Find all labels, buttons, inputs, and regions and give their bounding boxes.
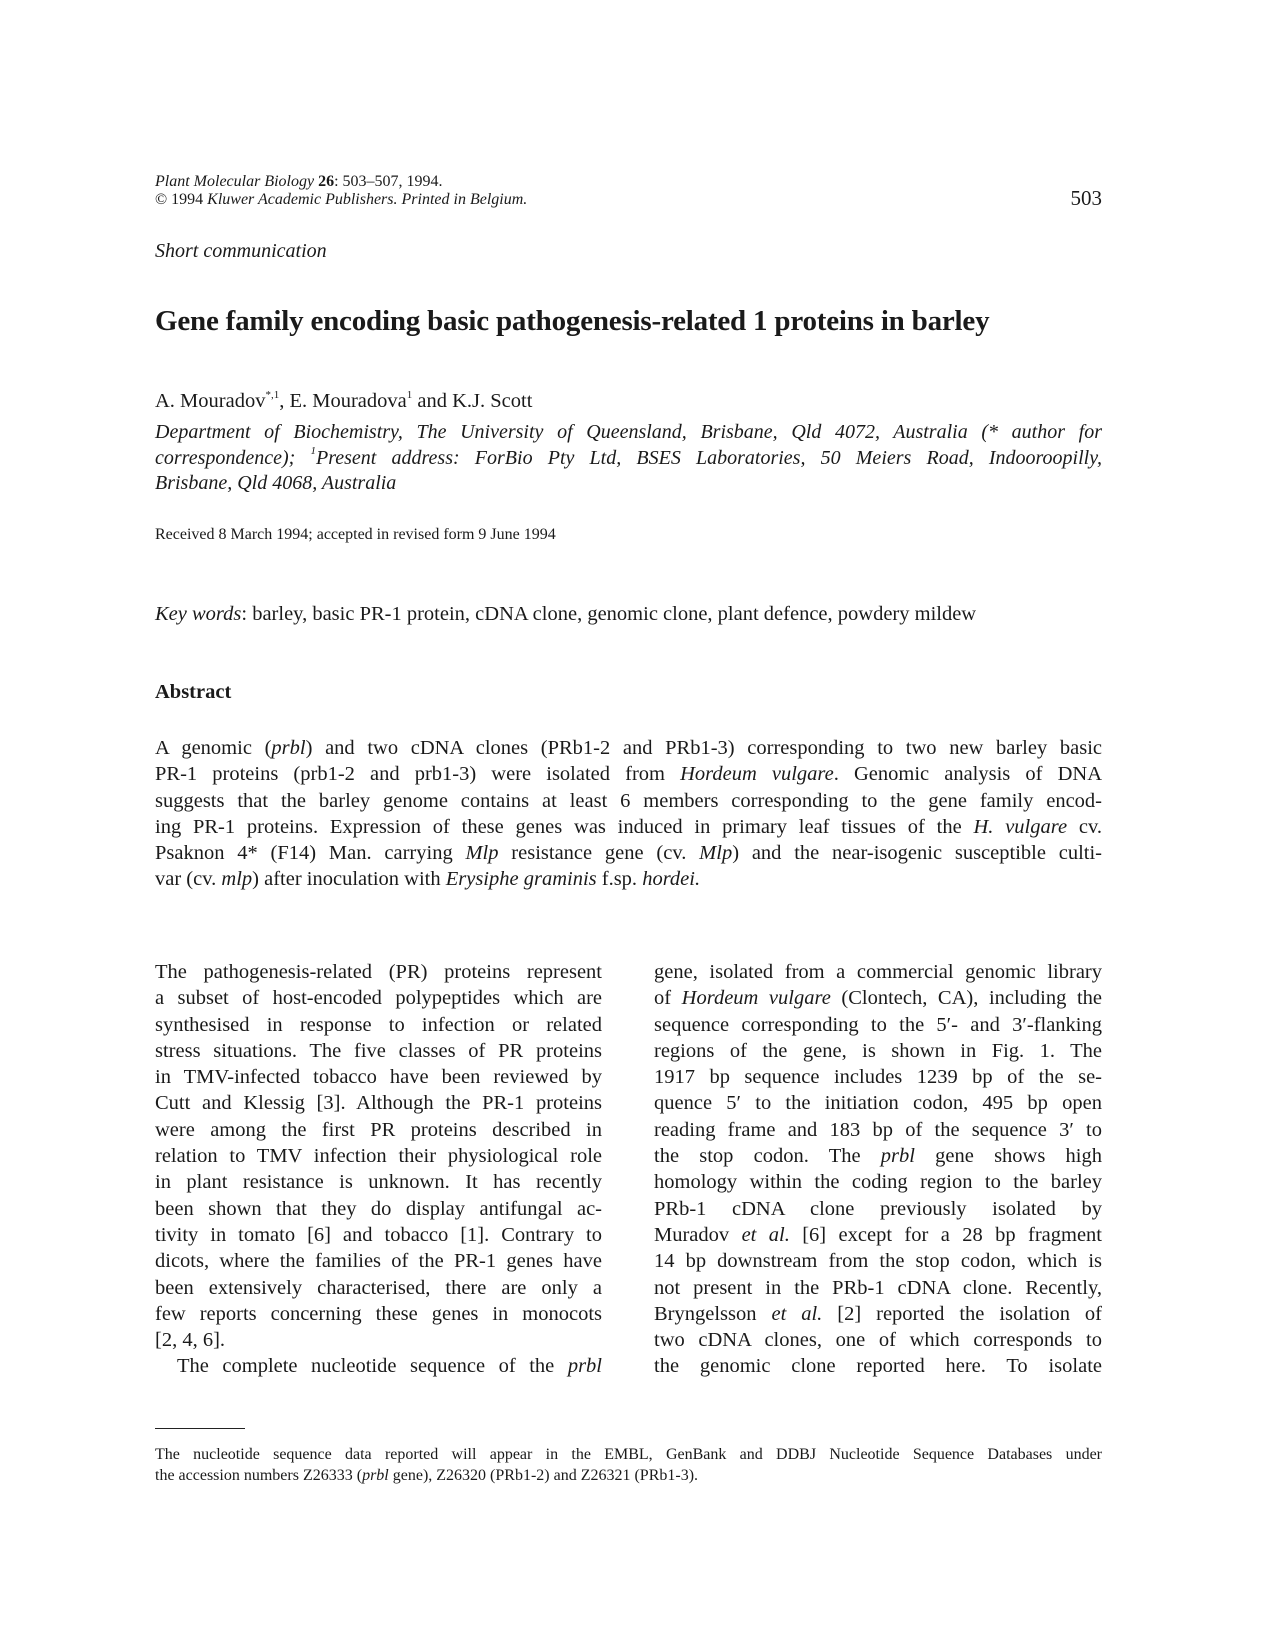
text-segment: homology within the coding region to the barley: [654, 1171, 1102, 1194]
author-2: , E. Mouradova: [279, 390, 407, 412]
text-segment: Cutt and Klessig [3]. Although the PR-1 proteins: [155, 1092, 602, 1115]
text-segment: sequence corresponding to the 5′- and 3′-flanking: [654, 1013, 1102, 1036]
text-line: [654, 1327, 1102, 1353]
text-segment: dicots, where the families of the PR-1 genes have: [155, 1250, 602, 1273]
text-line: [155, 735, 1102, 761]
text-line: [155, 1090, 602, 1116]
keywords: [155, 603, 976, 626]
text-line: [654, 1143, 1102, 1169]
text-segment: regions of the gene, is shown in Fig. 1. The: [654, 1039, 1102, 1062]
text-segment: [6] except for a 28 bp fragment: [789, 1223, 1103, 1246]
text-segment: [2, 4, 6].: [155, 1329, 226, 1352]
text-segment: Psaknon 4* (F14) Man. carrying: [155, 842, 466, 865]
text-segment: The complete nucleotide sequence of the: [177, 1355, 568, 1378]
text-segment: gene shows high: [914, 1145, 1102, 1168]
text-segment: 14 bp downstream from the stop codon, which is: [654, 1250, 1102, 1273]
text-line: [654, 1353, 1102, 1379]
text-segment: the accession numbers Z26333 (: [155, 1467, 363, 1484]
text-segment: PR-1 proteins (prb1-2 and prb1-3) were isolated from: [155, 763, 681, 786]
text-line: [155, 1275, 602, 1301]
text-segment: H. vulgare: [973, 815, 1068, 838]
text-segment: two cDNA clones, one of which corresponds to: [654, 1329, 1102, 1352]
paper-title: Gene family encoding basic pathogenesis-related 1 proteins in barley: [155, 305, 990, 337]
text-segment: a subset of host-encoded polypeptides which are: [155, 987, 602, 1010]
text-line: [155, 814, 1102, 840]
text-segment: suggests that the barley genome contains at least 6 members corresponding to the gene family encod-: [155, 789, 1102, 812]
footnote: [155, 1444, 1102, 1486]
received-dates: Received 8 March 1994; accepted in revised form 9 June 1994: [155, 526, 556, 543]
copyright-symbol: ©: [155, 191, 168, 208]
text-segment: PRb-1 cDNA clone previously isolated by: [654, 1197, 1102, 1220]
text-segment: var (cv.: [155, 868, 222, 891]
text-line: [155, 1465, 1102, 1486]
text-line: [155, 1012, 602, 1038]
text-line: [155, 866, 1102, 892]
text-segment: quence 5′ to the initiation codon, 495 bp open: [654, 1092, 1102, 1115]
text-segment: prbl: [362, 1467, 389, 1484]
text-line: [155, 985, 602, 1011]
text-segment: et al.: [771, 1302, 823, 1325]
text-segment: prbl: [271, 737, 306, 759]
text-segment: f.sp.: [596, 868, 643, 891]
text-segment: Bryngelsson: [654, 1302, 772, 1325]
text-segment: A genomic (: [155, 737, 272, 759]
text-segment: . Genomic analysis of DNA: [833, 763, 1102, 786]
text-line: [155, 1353, 602, 1379]
body-column-left: [155, 959, 602, 1380]
text-segment: ) and two cDNA clones (PRb1-2 and PRb1-3) corresponding to two new barley basic: [305, 737, 1103, 759]
text-segment: Mlp: [465, 842, 499, 865]
author-3: and K.J. Scott: [412, 390, 533, 412]
text-segment: Hordeum vulgare: [681, 987, 831, 1010]
text-segment: ) after inoculation with: [252, 868, 446, 891]
text-segment: stress situations. The five classes of PR proteins: [155, 1039, 602, 1062]
text-line: [155, 761, 1102, 787]
affiliation: [155, 420, 1102, 497]
text-segment: Muradov: [654, 1223, 742, 1246]
text-segment: The pathogenesis-related (PR) proteins represent: [155, 961, 602, 983]
text-line: [155, 1444, 1102, 1465]
text-line: [654, 1248, 1102, 1274]
text-segment: resistance gene (cv.: [498, 842, 700, 865]
section-label: Short communication: [155, 240, 327, 262]
text-line: [155, 420, 1102, 446]
text-line: [654, 959, 1102, 985]
text-line: [155, 471, 1102, 497]
text-segment: Department of Biochemistry, The University of Queensland, Brisbane, Qld 4072, Australia (* author for: [155, 421, 1102, 443]
text-line: [155, 1064, 602, 1090]
text-line: [155, 1248, 602, 1274]
text-segment: not present in the PRb-1 cDNA clone. Recently,: [654, 1276, 1102, 1299]
text-segment: prbl: [880, 1145, 915, 1168]
author-list: [155, 390, 532, 413]
text-segment: 1: [310, 444, 316, 457]
text-line: [654, 1090, 1102, 1116]
text-segment: few reports concerning these genes in monocots: [155, 1302, 602, 1325]
text-segment: (Clontech, CA), including the: [830, 987, 1103, 1010]
footnote-rule: [155, 1428, 245, 1429]
text-segment: [2] reported the isolation of: [822, 1302, 1103, 1325]
text-line: [654, 1196, 1102, 1222]
text-segment: Brisbane, Qld 4068, Australia: [155, 472, 397, 494]
text-segment: mlp: [221, 868, 253, 891]
keywords-text: : barley, basic PR-1 protein, cDNA clone, genomic clone, plant defence, powdery mildew: [241, 603, 977, 625]
journal-volume: 26: [318, 173, 335, 190]
text-line: [654, 1169, 1102, 1195]
author-2-mark: 1: [406, 389, 413, 401]
text-segment: Erysiphe graminis: [445, 868, 597, 891]
text-line: [155, 959, 602, 985]
text-segment: in TMV-infected tobacco have been reviewed by: [155, 1066, 602, 1089]
text-line: [654, 1064, 1102, 1090]
text-line: [654, 1301, 1102, 1327]
text-segment: 1917 bp sequence includes 1239 bp of the se-: [654, 1066, 1102, 1089]
text-segment: been shown that they do display antifungal ac-: [155, 1197, 602, 1220]
text-line: [155, 1038, 602, 1064]
author-1-mark: *,1: [265, 389, 280, 401]
text-line: [155, 1117, 602, 1143]
text-segment: gene, isolated from a commercial genomic library: [654, 961, 1102, 983]
text-line: [155, 1327, 602, 1353]
journal-citation: [155, 173, 527, 209]
text-line: [155, 1169, 602, 1195]
text-line: [155, 788, 1102, 814]
text-segment: et al.: [741, 1223, 790, 1246]
page-number: 503: [1070, 186, 1102, 210]
text-segment: ) and the near-isogenic susceptible culti-: [732, 842, 1102, 865]
text-line: [654, 1117, 1102, 1143]
abstract-text: [155, 735, 1102, 893]
text-segment: hordei.: [642, 868, 701, 891]
author-1: A. Mouradov: [155, 390, 266, 412]
text-line: [155, 1196, 602, 1222]
text-segment: The nucleotide sequence data reported will appear in the EMBL, GenBank and DDBJ Nucleotide Sequence Databases under: [155, 1446, 1102, 1463]
text-segment: been extensively characterised, there are only a: [155, 1276, 602, 1299]
text-line: [654, 1275, 1102, 1301]
body-column-right: [654, 959, 1102, 1380]
journal-pages: : 503–507, 1994.: [334, 173, 443, 190]
copyright-year: 1994: [167, 191, 208, 208]
text-line: [654, 1038, 1102, 1064]
text-segment: of: [654, 987, 682, 1010]
text-segment: cv.: [1067, 815, 1102, 838]
text-segment: the genomic clone reported here. To isolate: [654, 1355, 1102, 1378]
text-line: [654, 1012, 1102, 1038]
text-line: [654, 1222, 1102, 1248]
text-line: [155, 446, 1102, 472]
text-segment: tivity in tomato [6] and tobacco [1]. Contrary to: [155, 1223, 602, 1246]
text-segment: synthesised in response to infection or related: [155, 1013, 602, 1036]
text-segment: in plant resistance is unknown. It has recently: [155, 1171, 602, 1194]
text-segment: prbl: [567, 1355, 602, 1378]
text-line: [654, 985, 1102, 1011]
text-line: [155, 1143, 602, 1169]
text-segment: gene), Z26320 (PRb1-2) and Z26321 (PRb1-3).: [388, 1467, 699, 1484]
journal-name: Plant Molecular Biology: [155, 173, 315, 190]
text-line: [155, 1222, 602, 1248]
text-segment: reading frame and 183 bp of the sequence 3′ to: [654, 1118, 1102, 1141]
abstract-heading: Abstract: [155, 681, 232, 703]
text-segment: the stop codon. The: [654, 1145, 881, 1168]
text-segment: relation to TMV infection their physiological role: [155, 1145, 602, 1168]
text-segment: Hordeum vulgare: [680, 763, 834, 786]
text-segment: ing PR-1 proteins. Expression of these genes was induced in primary leaf tissues of the: [155, 815, 974, 838]
text-segment: Present address: ForBio Pty Ltd, BSES Laboratories, 50 Meiers Road, Indooroopilly,: [315, 446, 1102, 469]
text-segment: were among the first PR proteins described in: [155, 1118, 602, 1141]
text-segment: correspondence);: [155, 446, 311, 469]
text-line: [155, 1301, 602, 1327]
keywords-label: Key words: [155, 603, 242, 625]
text-line: [155, 840, 1102, 866]
text-segment: Mlp: [699, 842, 733, 865]
publisher: Kluwer Academic Publishers. Printed in Belgium.: [207, 191, 528, 208]
